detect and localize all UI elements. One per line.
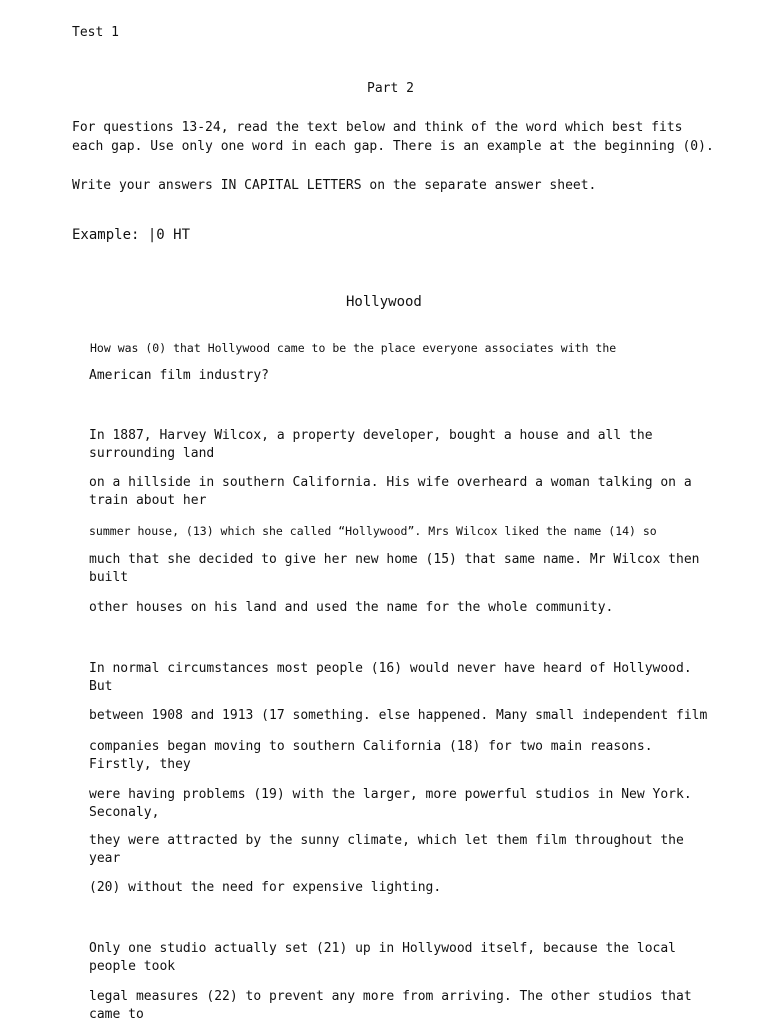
- passage-line: summer house, (13) which she called “Hollywood”. Mrs Wilcox liked the name (14) so: [89, 524, 657, 538]
- test-label: Test 1: [72, 25, 119, 40]
- passage-line: American film industry?: [89, 368, 270, 383]
- passage-title: Hollywood: [346, 294, 422, 310]
- passage-line: (20) without the need for expensive lighting.: [89, 880, 442, 895]
- passage-line: legal measures (22) to prevent any more from arriving. The other studios that came to: [89, 989, 692, 1022]
- passage-line: much that she decided to give her new home (15) that same name. Mr Wilcox then built: [89, 552, 700, 585]
- passage-line: other houses on his land and used the name for the whole community.: [89, 600, 614, 615]
- passage-line: In 1887, Harvey Wilcox, a property developer, bought a house and all the surrounding land: [89, 428, 653, 461]
- example-answer: Example: |0 HT: [72, 227, 191, 243]
- passage-line: How was (0) that Hollywood came to be the place everyone associates with the: [90, 341, 617, 355]
- instructions-line-3: Write your answers IN CAPITAL LETTERS on the separate answer sheet.: [72, 178, 597, 193]
- instructions-line-1: For questions 13-24, read the text below and think of the word which best fits: [72, 120, 683, 135]
- passage-line: In normal circumstances most people (16) would never have heard of Hollywood. But: [89, 661, 692, 694]
- passage-line: were having problems (19) with the larger, more powerful studios in New York. Seconaly,: [89, 787, 692, 820]
- passage-line: on a hillside in southern California. His wife overheard a woman talking on a train about her: [89, 475, 692, 508]
- passage-line: they were attracted by the sunny climate, which let them film throughout the year: [89, 833, 684, 866]
- passage-line: companies began moving to southern California (18) for two main reasons. Firstly, they: [89, 739, 653, 772]
- instructions-line-2: each gap. Use only one word in each gap. There is an example at the beginning (0).: [72, 139, 714, 154]
- passage-line: between 1908 and 1913 (17 something. else happened. Many small independent film: [89, 708, 708, 723]
- part-heading: Part 2: [367, 81, 414, 96]
- passage-line: Only one studio actually set (21) up in Hollywood itself, because the local people took: [89, 941, 676, 974]
